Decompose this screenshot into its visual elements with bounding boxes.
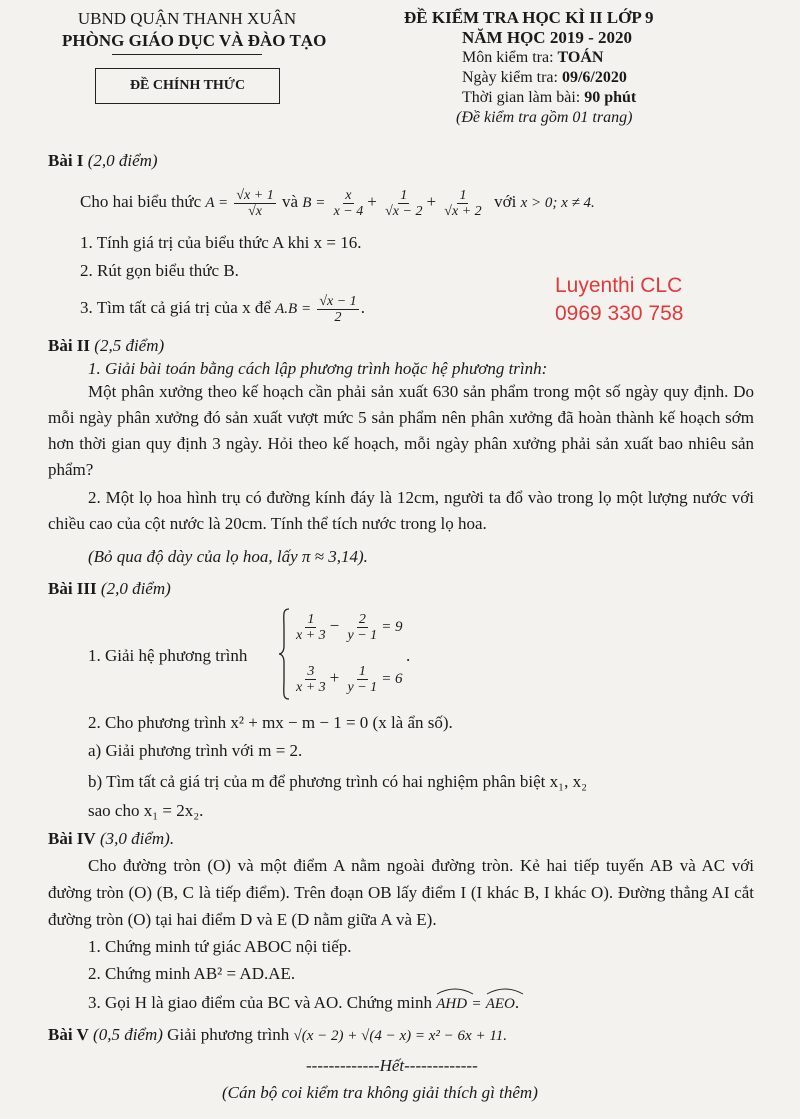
bai2-q2-text: 2. Một lọ hoa hình trụ có đường kính đáy là 12cm, người ta đổ vào trong lọ một lượng nước với chiều cao của cột nước là 20cm. Tính thể tích nước trong lọ hoa. <box>48 488 754 533</box>
official-stamp-box: ĐỀ CHÍNH THỨC <box>95 68 280 104</box>
bai5: Bài V (0,5 điểm) Giải phương trình √(x − 2) + √(4 − x) = x² − 6x + 11. <box>48 1025 507 1044</box>
subject-value: TOÁN <box>557 49 604 66</box>
system-brace <box>278 608 290 700</box>
bai4-heading: Bài IV (3,0 điểm). <box>48 829 175 848</box>
exam-header <box>404 8 654 128</box>
bai3-q2b: b) Tìm tất cả giá trị của m để phương trình có hai nghiệm phân biệt x₁, x₂ <box>88 772 588 791</box>
bai4-q1: 1. Chứng minh tứ giác ABOC nội tiếp. <box>88 937 352 956</box>
bai1-q3: 3. Tìm tất cả giá trị của x để A.B = $\frac{√x - 1}{2}$ . <box>80 293 365 325</box>
bai2-q1-text: Một phân xưởng theo kế hoạch cần phải sản xuất 630 sản phẩm trong một số ngày quy định. Do mỗi ngày phân xưởng đó sản xuất vượt mức 5 sản phẩm nên phân xưởng đã hoàn thành kế hoạch sớm hơn thời gian quy định 3 ngày. Hỏi theo kế hoạch, mỗi ngày phân xưởng phải sản xuất bao nhiêu sản phẩm? <box>48 382 754 479</box>
bai1-expressions: Cho hai biểu thức A = $\frac{√x + 1}{√x}$ và B = $\frac{x}{x - 4}$ + $\frac{1}{√x - 2}$ + $\frac{1}{√x + 2}$ với x > 0; x ≠ 4. <box>80 187 595 219</box>
bai3-q2: 2. Cho phương trình x² + mx − m − 1 = 0 (x là ẩn số). <box>88 713 453 732</box>
watermark-phone: 0969 330 758 <box>555 302 684 325</box>
time-row: Thời gian làm bài: 90 phút <box>462 89 637 106</box>
bai3-q1: 1. Giải hệ phương trình <box>88 646 248 665</box>
bai3-heading: Bài III (2,0 điểm) <box>48 579 171 598</box>
bai1-q2: 2. Rút gọn biểu thức B. <box>80 261 239 280</box>
subject-row: Môn kiểm tra: TOÁN <box>462 49 604 66</box>
header-divider <box>112 54 262 55</box>
watermark-line1: Luyenthi CLC <box>555 274 683 297</box>
bai1-q1: 1. Tính giá trị của biểu thức A khi x = 16. <box>80 233 362 252</box>
footer-note: (Cán bộ coi kiểm tra không giải thích gì thêm) <box>222 1083 538 1102</box>
org-line2: PHÒNG GIÁO DỤC VÀ ĐÀO TẠO <box>62 31 327 50</box>
date-value: 09/6/2020 <box>561 69 627 86</box>
end-marker: -------------Hết------------- <box>306 1056 478 1075</box>
bai1-heading: Bài I (2,0 điểm) <box>48 151 158 170</box>
bai2-q1-intro: 1. Giải bài toán bằng cách lập phương trình hoặc hệ phương trình: <box>88 359 548 378</box>
system-eq2: $\frac{3}{x + 3}$ + $\frac{1}{y - 1}$ = 6 <box>296 663 403 695</box>
watermark <box>555 272 683 328</box>
bai4-text: Cho đường tròn (O) và một điểm A nằm ngoài đường tròn. Kẻ hai tiếp tuyến AB và AC với đường tròn (O) (B, C là tiếp điểm). Trên đoạn OB lấy điểm I (I khác B, I khác O). Đường thẳng AI cắt đường tròn (O) tại hai điểm D và E (D nằm giữa A và E). <box>48 856 754 929</box>
exam-title: ĐỀ KIỂM TRA HỌC KÌ II LỚP 9 <box>404 8 654 27</box>
date-row: Ngày kiểm tra: 09/6/2020 <box>462 69 627 86</box>
bai4-q3: 3. Gọi H là giao điểm của BC và AO. Chứng minh AHD = AEO . <box>88 992 519 1015</box>
bai3-q2b-cont: sao cho x₁ = 2x₂. <box>88 801 204 820</box>
system-eq1: $\frac{1}{x + 3}$ − $\frac{2}{y - 1}$ = 9 <box>296 611 403 643</box>
org-header <box>62 8 327 55</box>
bai3-q2a: a) Giải phương trình với m = 2. <box>88 741 303 760</box>
org-line1: UBND QUẬN THANH XUÂN <box>77 9 297 28</box>
bai2-heading: Bài II (2,5 điểm) <box>48 336 165 355</box>
school-year: NĂM HỌC 2019 - 2020 <box>462 28 632 47</box>
bai4-q2: 2. Chứng minh AB² = AD.AE. <box>88 964 296 983</box>
time-value: 90 phút <box>584 89 637 106</box>
system-period: . <box>406 646 411 665</box>
bai2-q2-note: (Bỏ qua độ dày của lọ hoa, lấy π ≈ 3,14). <box>88 547 368 566</box>
pages-note: (Đề kiểm tra gồm 01 trang) <box>456 109 633 126</box>
